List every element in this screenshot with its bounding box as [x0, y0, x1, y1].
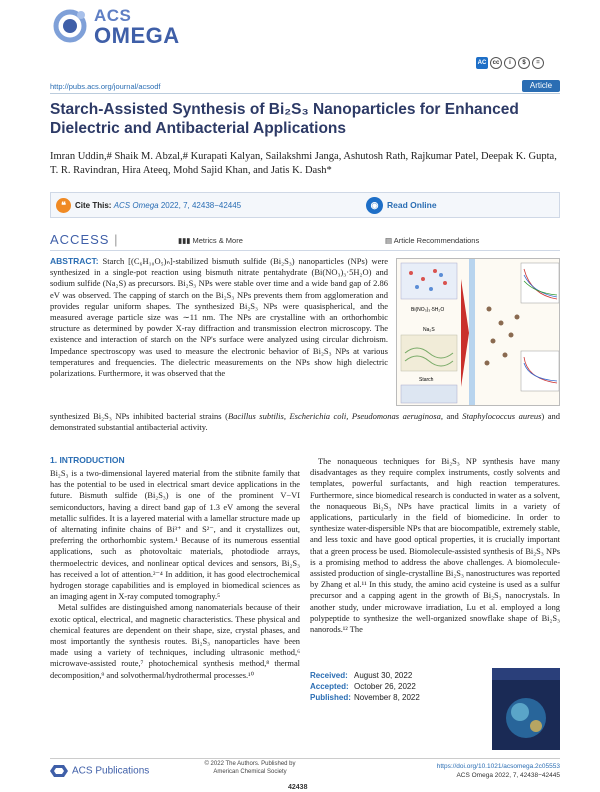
cover-image: [492, 668, 560, 750]
noncommercial-icon[interactable]: $: [518, 57, 530, 69]
access-label: ACCESS |: [50, 232, 119, 247]
article-title: Starch-Assisted Synthesis of Bi₂S₃ Nanoparticles for Enhanced Dielectric and Antibacterial Applications: [50, 101, 519, 137]
abstract-cont-b: and: [442, 411, 463, 421]
abstract-label: ABSTRACT:: [50, 256, 99, 266]
toc-label-starch: Starch: [419, 377, 434, 383]
body-column-left: [50, 468, 300, 681]
accepted-date: October 26, 2022: [354, 682, 416, 691]
published-label: Published:: [310, 693, 351, 702]
received-row: [310, 670, 480, 681]
journal-url-link[interactable]: http://pubs.acs.org/journal/acsodf: [50, 82, 161, 91]
publisher-name: ACS Publications: [72, 765, 150, 777]
toc-label-precursor: Bi(NO₃)₃·5H₂O: [411, 307, 445, 313]
cite-bar: [50, 192, 560, 218]
bar-chart-icon: ▮▮▮: [178, 236, 193, 245]
toc-illustration: [397, 259, 560, 406]
open-access-icons: [476, 57, 544, 69]
article-type-badge: Article: [522, 80, 560, 92]
abstract-continued: [50, 411, 560, 433]
bacteria-list-2: Staphylococcus aureus: [462, 411, 542, 421]
copyright-line-2: American Chemical Society: [213, 769, 287, 775]
footer-divider: [50, 758, 560, 759]
noderivatives-icon[interactable]: =: [532, 57, 544, 69]
metrics-link[interactable]: [178, 236, 243, 245]
doi-block: [430, 762, 560, 780]
document-icon: ▤: [385, 236, 394, 245]
recommendations-label: Article Recommendations: [393, 236, 480, 245]
copyright-notice: [200, 760, 300, 776]
journal-name-line1: ACS: [94, 6, 132, 25]
read-online-link[interactable]: Read Online: [387, 200, 437, 210]
body-column-right: [310, 456, 560, 635]
quote-icon: ❝: [56, 198, 71, 213]
cite-ref[interactable]: 2022, 7, 42438−42445: [160, 201, 242, 210]
journal-cover-thumbnail[interactable]: [492, 668, 560, 750]
recommendations-link[interactable]: [385, 236, 479, 245]
journal-logo: [50, 4, 210, 46]
cite-label: Cite This:: [75, 201, 112, 210]
author-list: Imran Uddin,# Shaik M. Abzal,# Kurapati Kalyan, Sailakshmi Janga, Ashutosh Rath, Rajkumar Patel, Deepak K. Gupta, T. R. Ravindran, Hira Ateeq, Mohd Sajid Khan, and Jatis K. Dash*: [50, 151, 557, 176]
metrics-label: Metrics & More: [192, 236, 243, 245]
abstract-cont-c: ) and demonstrated substantial antibacterial activity.: [50, 411, 561, 433]
page-number: 42438: [288, 784, 308, 791]
received-label: Received:: [310, 671, 348, 680]
paragraph: Metal sulfides are distinguished among nanomaterials because of their exotic optical, electrical, and magnetic characteristics. These physical and chemical features are dependent on their shape, size, crystal phases, and most importantly the synthesis routes. Bi₂S₃ nanoparticles have been made using a variety of techniques, including ultrasonic method,⁶ microwave-assisted route,⁷ photochemical synthesis method,⁸ thermal decomposition,⁹ and solvothermal/hydrothermal processes.¹⁰: [50, 603, 300, 680]
read-online-icon[interactable]: ◉: [366, 197, 383, 214]
copyright-line-1: © 2022 The Authors. Published by: [204, 761, 296, 767]
bacteria-list: Bacillus subtilis, Escherichia coli, Pseudomonas aeruginosa,: [227, 411, 443, 421]
author-choice-icon[interactable]: AC: [476, 57, 488, 69]
journal-name-line2: OMEGA: [94, 23, 180, 48]
abstract-main: [50, 256, 388, 379]
publication-dates: [310, 670, 480, 703]
access-text: ACCESS: [50, 232, 110, 247]
accepted-row: [310, 681, 480, 692]
creative-commons-icon[interactable]: cc: [490, 57, 502, 69]
abstract-text: Starch [(C₆H₁₀O₅)ₙ]-stabilized bismuth sulfide (Bi₂S₃) nanoparticles (NPs) were synthesized in a single-pot reaction using bismuth nitrate pentahydrate (Bi(NO₃)₃·5H₂O) and sodium sulfide (Na₂S) as precursors. Bi₂S₃ NPs were stable over time and a wide band gap of 2.86 eV was observed. The capping of starch on the Bi₂S₃ NPs prevents them from agglomeration and provides regular uniform shapes. The synthesized Bi₂S₃ NPs were quasispherical, and the measured average particle size was ∼11 nm. The NPs are crystalline with an orthorhombic structure as determined by powder X-ray diffraction and transmission electron microscopy. The existence and interaction of starch on the NP's surface were analyzed using circular dichroism. Impedance spectroscopy was used to measure the electronic behavior of Bi₂S₃ NPs at various temperatures and frequencies. The dielectric measurements on the NPs show high dielectric polarizations. Furthermore, it was observed that the: [50, 256, 388, 379]
cite-journal[interactable]: ACS Omega: [113, 201, 159, 210]
access-divider: [50, 250, 560, 251]
cite-text[interactable]: [75, 201, 241, 210]
paragraph: Bi₂S₃ is a two-dimensional layered material from the stibnite family that has the potential to be used in electrical smart device applications in the future. Bismuth sulfide (Bi₂S₃) is one of the prominent V−VI semiconductors, having a direct band gap of 1.3 eV among the several metallic sulfides. It is a layered material with a lamellar structure made up of alternating infinite chains of Bi³⁺ and S²⁻, and it crystallizes out, preferring the orthorhombic system.¹ Because of its numerous essential applications, such as photovoltaic materials, photodiode arrays, thermoelectric devices, and nonlinear optical devices and sensors, Bi₂S₃ has received a lot of attention.²⁻⁴ In addition, it has good electrochemical hydrogen storage capabilities and is employed in biomedical sciences as an imaging agent in X-ray computed tomography.⁵: [50, 469, 300, 602]
received-date: August 30, 2022: [354, 671, 413, 680]
toc-label-na2s: Na₂S: [423, 327, 435, 333]
acs-publications-logo[interactable]: [50, 764, 149, 778]
acs-omega-logo-icon: [50, 6, 92, 46]
footer-citation: ACS Omega 2022, 7, 42438−42445: [456, 772, 560, 779]
header-divider: [50, 93, 560, 94]
doi-link[interactable]: https://doi.org/10.1021/acsomega.2c05553: [436, 763, 560, 770]
attribution-icon[interactable]: i: [504, 57, 516, 69]
acs-hexagon-icon: [50, 764, 68, 778]
published-row: [310, 692, 480, 703]
section-heading: 1. INTRODUCTION: [50, 455, 125, 465]
toc-graphic: [396, 258, 560, 406]
abstract-cont-a: synthesized Bi₂S₃ NPs inhibited bacterial strains (: [50, 411, 228, 421]
accepted-label: Accepted:: [310, 682, 349, 691]
published-date: November 8, 2022: [354, 693, 420, 702]
paragraph: The nonaqueous techniques for Bi₂S₃ NP synthesis have many disadvantages as they require complex instruments, costly solvents and templates, powerful surfactants, and high reaction temperatures. Furthermore, since biomedical research is conducted in water as a solvent, the nonaqueous Bi₂S₃ NPs have practical limits in a variety of applications, particularly in the field of biomedicine. In order to synthesize water-dispersible NPs that are biocompatible, extremely stable, and less toxic and have good optical properties, it is crucially important that a green process be used. Biomolecule-assisted synthesis of Bi₂S₃ NPs is a promising method to address the above challenges. A biomolecule-assisted production of single-crystalline Bi₂S₃ nanostructures was reported by Zhang et al.¹¹ In this study, the amino acid cysteine is used as a sulfur precursor and a capping agent in the growth of Bi₂S₃ nanocrystals. In another study, under microwave irradiation, Lu et al. employed a long polypeptide to synthesize the well-organized snowflake shape of Bi₂S₃ nanorods.¹² The: [310, 457, 560, 635]
